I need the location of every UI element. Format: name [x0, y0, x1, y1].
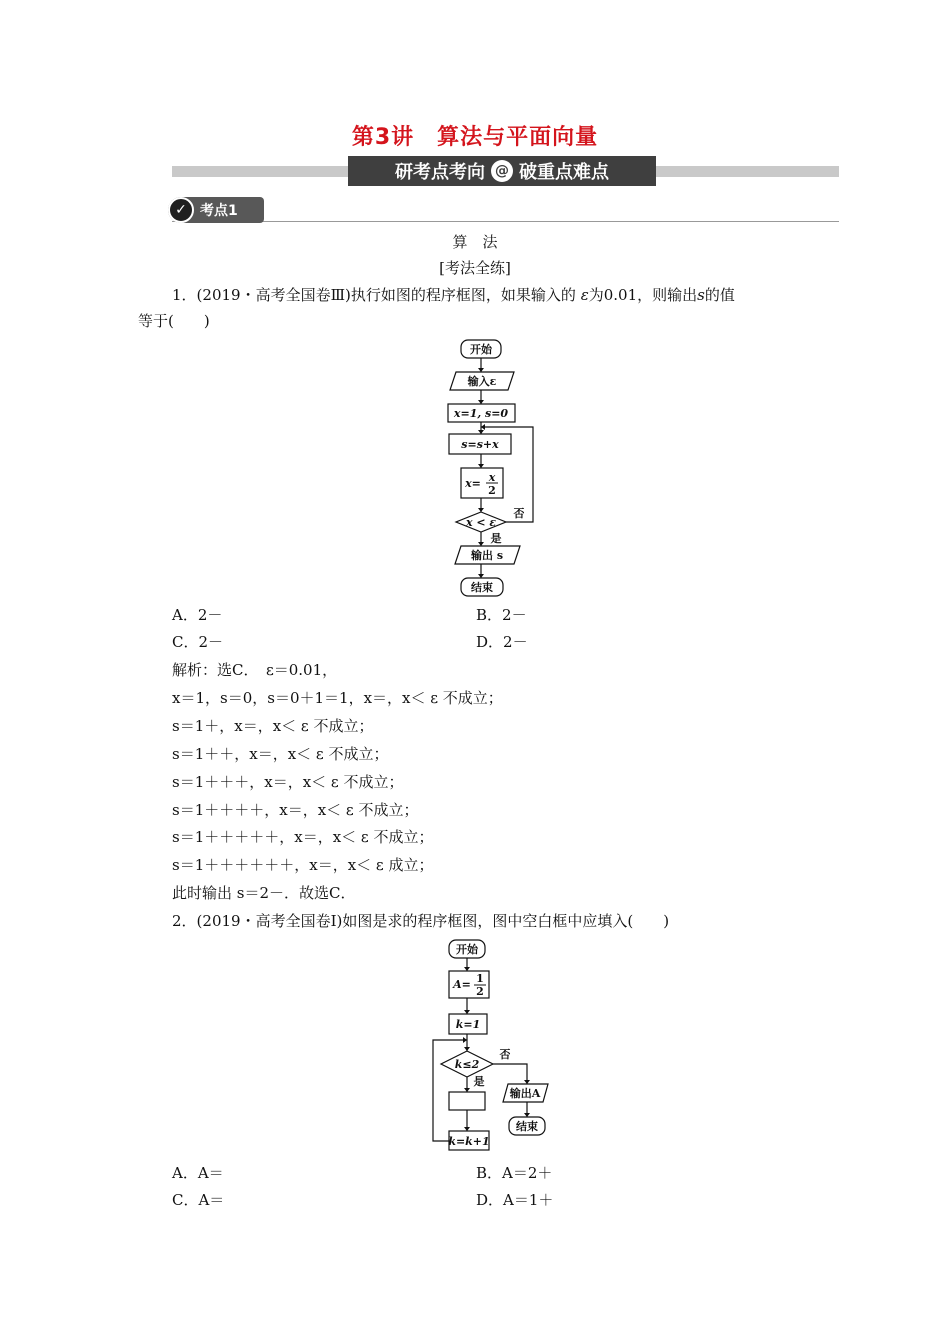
- q1-option-c[interactable]: C．2－: [172, 633, 224, 651]
- section-subtitle: [考法全练]: [439, 259, 511, 277]
- topic-tag: [168, 197, 264, 223]
- q1-source: (2019・高考全国卷Ⅲ)执行如图的程序框图，如果输入的: [196, 286, 576, 304]
- q1-option-b[interactable]: B．2－: [476, 606, 527, 624]
- q1-option-a[interactable]: A．2－: [172, 606, 223, 624]
- fc1-input-label: 输入ε: [467, 375, 497, 388]
- tag-divider: [172, 221, 839, 222]
- fc1-start-label: 开始: [470, 343, 492, 356]
- q1-stem-end: 的值: [704, 286, 735, 304]
- fc1-init-label: x=1, s=0: [453, 407, 509, 420]
- q1-solution-line-1: 解析：选C． ε＝0.01，: [172, 661, 338, 679]
- at-icon: @: [491, 160, 513, 182]
- fc1-end-label: 结束: [471, 581, 493, 594]
- check-icon: ✓: [168, 197, 194, 223]
- q1-solution-line-6: s＝1＋＋＋＋，x＝，x＜ ε 不成立；: [172, 801, 419, 819]
- q1-s: s: [697, 286, 705, 304]
- fc1-yes-label: 是: [490, 532, 502, 545]
- q2-stem: 2．(2019・高考全国卷Ⅰ)如图是求的程序框图，图中空白框中应填入( ): [172, 912, 670, 930]
- fc1-output-label: 输出 s: [470, 549, 504, 562]
- banner-left-text: 研考点考向: [395, 162, 485, 183]
- q1-stem-mid: 为0.01，则输出: [588, 286, 698, 304]
- fc1-step2-num: x: [488, 471, 496, 484]
- fc2-assign-num: 1: [476, 972, 484, 985]
- fc1-cond-label: x < ε: [465, 516, 497, 529]
- flowchart-2: [425, 936, 570, 1158]
- fc2-assign-left: A=: [453, 978, 471, 991]
- section-title: 算 法: [452, 233, 498, 251]
- q1-solution-line-8: s＝1＋＋＋＋＋＋，x＝，x＜ ε 成立；: [172, 856, 434, 874]
- q1-option-d[interactable]: D．2－: [476, 633, 528, 651]
- q1-solution-line-9: 此时输出 s＝2－．故选C．: [172, 884, 356, 902]
- fc2-incr-label: k=k+1: [448, 1135, 490, 1148]
- fc2-end-label: 结束: [516, 1120, 538, 1133]
- fc2-no-label: 否: [499, 1048, 511, 1061]
- fc1-no-label: 否: [513, 507, 525, 520]
- q2-option-b[interactable]: B．A＝2＋: [476, 1164, 553, 1182]
- fc2-start-label: 开始: [456, 943, 478, 956]
- q1-solution-line-4: s＝1＋＋，x＝，x＜ ε 不成立；: [172, 745, 389, 763]
- fc2-output-label: 输出A: [509, 1087, 541, 1100]
- fc2-yes-label: 是: [473, 1075, 485, 1088]
- q1-number: 1．: [172, 286, 197, 304]
- fc2-assign-den: 2: [476, 985, 484, 998]
- q1-solution-line-7: s＝1＋＋＋＋＋，x＝，x＜ ε 不成立；: [172, 828, 434, 846]
- q1-stem-line2: 等于( ): [138, 312, 210, 330]
- flowchart-1: [440, 336, 560, 601]
- fc2-cond-label: k≤2: [454, 1058, 480, 1071]
- q2-option-a[interactable]: A．A＝: [172, 1164, 224, 1182]
- topic-tag-label: 考点1: [200, 203, 238, 219]
- section-banner: [348, 156, 656, 186]
- banner-right-text: 破重点难点: [519, 162, 609, 183]
- fc1-step2-den: 2: [488, 484, 496, 497]
- q2-option-d[interactable]: D．A＝1＋: [476, 1191, 554, 1209]
- fc1-step1-label: s=s+x: [461, 438, 499, 451]
- q1-stem: [172, 285, 735, 305]
- q1-solution-line-5: s＝1＋＋＋，x＝，x＜ ε 不成立；: [172, 773, 404, 791]
- q1-epsilon: ε: [580, 286, 589, 304]
- fc2-init-label: k=1: [455, 1018, 481, 1031]
- fc2-blank-box: [449, 1092, 485, 1110]
- q1-solution-line-3: s＝1＋，x＝，x＜ ε 不成立；: [172, 717, 374, 735]
- lesson-title: 第3讲 算法与平面向量: [351, 125, 599, 150]
- fc1-step2-left: x=: [465, 477, 481, 490]
- q2-option-c[interactable]: C．A＝: [172, 1191, 225, 1209]
- q1-solution-line-2: x＝1，s＝0，s＝0＋1＝1，x＝，x＜ ε 不成立；: [172, 689, 503, 707]
